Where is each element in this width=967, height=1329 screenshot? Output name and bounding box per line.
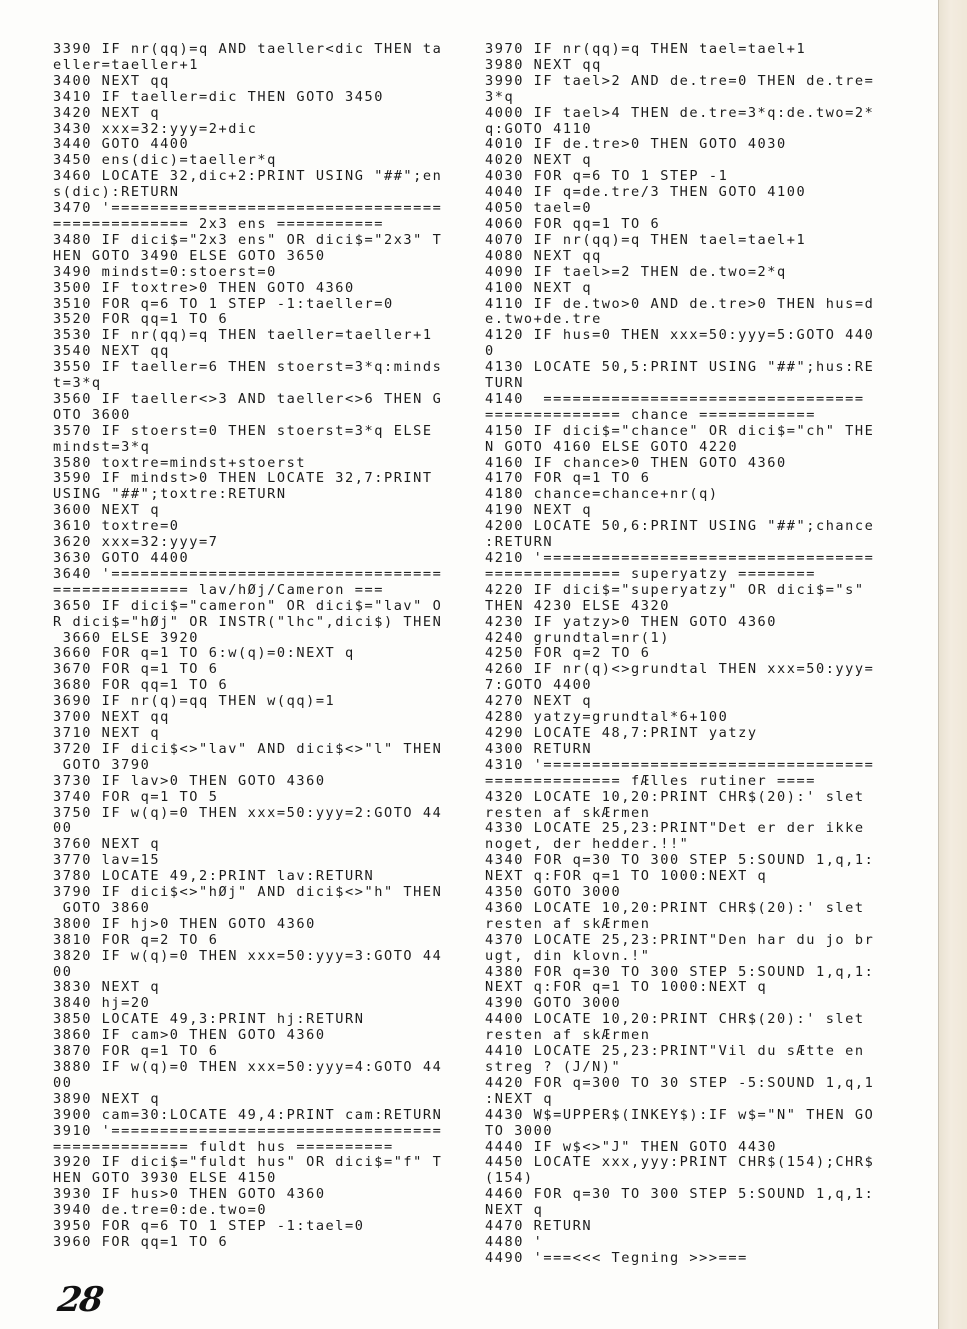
code-line: 4170 FOR q=1 TO 6	[485, 470, 651, 487]
code-line: 3940 de.tre=0:de.two=0	[53, 1202, 268, 1219]
code-line: 3520 FOR qq=1 TO 6	[53, 311, 229, 328]
code-line: 3570 IF stoerst=0 THEN stoerst=3*q ELSE	[53, 422, 433, 439]
code-line: 3440 GOTO 4400	[53, 136, 190, 153]
code-line: 3830 NEXT q	[53, 979, 161, 996]
code-line: 3800 IF hj>0 THEN GOTO 4360	[53, 915, 316, 932]
code-line: 4460 FOR q=30 TO 300 STEP 5:SOUND 1,q,1:	[485, 1186, 875, 1203]
code-line: 3850 LOCATE 49,3:PRINT hj:RETURN	[53, 1011, 365, 1028]
code-line: 4470 RETURN	[485, 1218, 593, 1235]
code-line: 4210 '==================================	[485, 550, 875, 566]
code-line: 3820 IF w(q)=0 THEN xxx=50:yyy=3:GOTO 44	[53, 947, 443, 964]
code-line: 4450 LOCATE xxx,yyy:PRINT CHR$(154);CHR$	[485, 1154, 875, 1171]
code-line: 4150 IF dici$="chance" OR dici$="ch" THE	[485, 422, 875, 439]
code-line: 3960 FOR qq=1 TO 6	[53, 1233, 229, 1250]
code-line: 3590 IF mindst>0 THEN LOCATE 32,7:PRINT	[53, 470, 433, 487]
code-line: 3630 GOTO 4400	[53, 550, 190, 566]
code-line: 4350 GOTO 3000	[485, 884, 622, 901]
code-line: 4310 '==================================	[485, 756, 875, 773]
code-line: 4410 LOCATE 25,23:PRINT"Vil du sÆtte en	[485, 1043, 865, 1060]
code-line: 3930 IF hus>0 THEN GOTO 4360	[53, 1186, 326, 1203]
code-line: HEN GOTO 3930 ELSE 4150	[53, 1170, 277, 1187]
code-line: 3880 IF w(q)=0 THEN xxx=50:yyy=4:GOTO 44	[53, 1059, 443, 1075]
code-line: 3480 IF dici$="2x3 ens" OR dici$="2x3" T	[53, 231, 443, 248]
code-line: NEXT q:FOR q=1 TO 1000:NEXT q	[485, 868, 768, 885]
code-line: eller=taeller+1	[53, 56, 200, 73]
code-line: 4070 IF nr(qq)=q THEN tael=tael+1	[485, 231, 807, 248]
code-line: 3510 FOR q=6 TO 1 STEP -1:taeller=0	[53, 295, 394, 312]
code-line: 3720 IF dici$<>"lav" AND dici$<>"l" THEN	[53, 740, 443, 757]
code-line: 3580 toxtre=mindst+stoerst	[53, 454, 307, 471]
code-line: GOTO 3860	[53, 899, 151, 916]
code-line: :RETURN	[485, 534, 554, 551]
code-line: 4000 IF tael>4 THEN de.tre=3*q:de.two=2*	[485, 104, 875, 121]
code-line: 4280 yatzy=grundtal*6+100	[485, 709, 729, 726]
code-line: 3650 IF dici$="cameron" OR dici$="lav" O	[53, 597, 443, 614]
code-line: 4120 IF hus=0 THEN xxx=50:yyy=5:GOTO 440	[485, 327, 875, 344]
code-line: 4480 '	[485, 1233, 544, 1250]
code-line: 3970 IF nr(qq)=q THEN tael=tael+1	[485, 41, 807, 57]
code-line: 3490 mindst=0:stoerst=0	[53, 263, 277, 280]
code-line: 4230 IF yatzy>0 THEN GOTO 4360	[485, 613, 778, 630]
code-line: 3760 NEXT q	[53, 836, 161, 853]
code-line: 4390 GOTO 3000	[485, 995, 622, 1012]
code-line: q:GOTO 4110	[485, 120, 593, 137]
code-line: 3400 NEXT qq	[53, 72, 170, 89]
code-line: e.two+de.tre	[485, 311, 602, 328]
code-line: 00	[53, 963, 73, 980]
code-line: 4030 FOR q=6 TO 1 STEP -1	[485, 168, 729, 185]
code-line: resten af skÆrmen	[485, 1027, 651, 1044]
code-line: 3610 toxtre=0	[53, 518, 180, 535]
code-line: THEN 4230 ELSE 4320	[485, 597, 670, 614]
code-line: 3920 IF dici$="fuldt hus" OR dici$="f" T	[53, 1154, 443, 1171]
code-line: 3730 IF lav>0 THEN GOTO 4360	[53, 772, 326, 789]
code-line: 3450 ens(dic)=taeller*q	[53, 152, 277, 169]
code-line: ugt, din klovn.!"	[485, 947, 651, 964]
code-line: mindst=3*q	[53, 438, 151, 455]
code-line: 3530 IF nr(qq)=q THEN taeller=taeller+1	[53, 327, 433, 344]
code-line: resten af skÆrmen	[485, 804, 651, 821]
code-line: 4080 NEXT qq	[485, 247, 602, 264]
code-line: 3750 IF w(q)=0 THEN xxx=50:yyy=2:GOTO 44	[53, 804, 443, 821]
code-line: 3600 NEXT q	[53, 502, 161, 519]
code-line: TURN	[485, 375, 524, 392]
code-line: ============== chance ============	[485, 406, 816, 423]
code-line: 4180 chance=chance+nr(q)	[485, 486, 719, 503]
code-line: R dici$="hØj" OR INSTR("lhc",dici$) THEN	[53, 613, 443, 630]
code-line: 3680 FOR qq=1 TO 6	[53, 677, 229, 694]
code-line: NEXT q	[485, 1202, 544, 1219]
code-line: 4050 tael=0	[485, 200, 593, 217]
code-line: ============== superyatzy ========	[485, 565, 816, 582]
code-line: 3470 '==================================	[53, 200, 443, 217]
code-line: 4320 LOCATE 10,20:PRINT CHR$(20):' slet	[485, 788, 865, 805]
code-line: 3990 IF tael>2 AND de.tre=0 THEN de.tre=	[485, 72, 875, 89]
code-line: 3900 cam=30:LOCATE 49,4:PRINT cam:RETURN	[53, 1106, 443, 1123]
code-line: HEN GOTO 3490 ELSE GOTO 3650	[53, 247, 326, 264]
code-line: 4110 IF de.two>0 AND de.tre>0 THEN hus=d	[485, 295, 875, 312]
code-line: 3790 IF dici$<>"hØj" AND dici$<>"h" THEN	[53, 884, 443, 901]
code-line: 4490 '===<<< Tegning >>>===	[485, 1249, 748, 1266]
code-line: 4220 IF dici$="superyatzy" OR dici$="s"	[485, 581, 865, 598]
code-line: 3410 IF taeller=dic THEN GOTO 3450	[53, 88, 384, 105]
code-line: 7:GOTO 4400	[485, 677, 593, 694]
code-line: 4400 LOCATE 10,20:PRINT CHR$(20):' slet	[485, 1011, 865, 1028]
code-line: 3*q	[485, 88, 515, 105]
code-line: 3780 LOCATE 49,2:PRINT lav:RETURN	[53, 868, 375, 885]
code-line: 4440 IF w$<>"J" THEN GOTO 4430	[485, 1138, 778, 1155]
code-line: resten af skÆrmen	[485, 915, 651, 932]
code-line: 4020 NEXT q	[485, 152, 593, 169]
code-line: 00	[53, 820, 73, 837]
code-line: s(dic):RETURN	[53, 184, 180, 201]
code-line: 4100 NEXT q	[485, 279, 593, 296]
code-line: 3870 FOR q=1 TO 6	[53, 1043, 219, 1060]
code-line: 3460 LOCATE 32,dic+2:PRINT USING "##";en	[53, 168, 443, 185]
code-line: 4010 IF de.tre>0 THEN GOTO 4030	[485, 136, 787, 153]
page-edge	[938, 0, 967, 1329]
code-line: 4040 IF q=de.tre/3 THEN GOTO 4100	[485, 184, 807, 201]
code-line: 3430 xxx=32:yyy=2+dic	[53, 120, 258, 137]
code-line: TO 3000	[485, 1122, 554, 1139]
code-line: 3810 FOR q=2 TO 6	[53, 931, 219, 948]
code-line: ============== fÆlles rutiner ====	[485, 772, 816, 789]
code-line: 4130 LOCATE 50,5:PRINT USING "##";hus:RE	[485, 359, 875, 376]
code-line: 3840 hj=20	[53, 995, 151, 1012]
listing-right-column	[485, 42, 874, 1267]
code-line: N GOTO 4160 ELSE GOTO 4220	[485, 438, 739, 455]
code-line: t=3*q	[53, 375, 102, 392]
code-line: NEXT q:FOR q=1 TO 1000:NEXT q	[485, 979, 768, 996]
code-line: 3640 '==================================	[53, 565, 443, 582]
code-line: 4260 IF nr(q)<>grundtal THEN xxx=50:yyy=	[485, 661, 875, 678]
code-line: 4300 RETURN	[485, 740, 593, 757]
code-line: 3550 IF taeller=6 THEN stoerst=3*q:minds	[53, 359, 443, 376]
code-line: 4270 NEXT q	[485, 693, 593, 710]
code-line: 3620 xxx=32:yyy=7	[53, 534, 219, 551]
code-line: 4250 FOR q=2 TO 6	[485, 645, 651, 662]
code-line: 3860 IF cam>0 THEN GOTO 4360	[53, 1027, 326, 1044]
code-line: 3500 IF toxtre>0 THEN GOTO 4360	[53, 279, 355, 296]
code-line: 3980 NEXT qq	[485, 56, 602, 73]
code-line: streg ? (J/N)"	[485, 1059, 622, 1075]
code-line: noget, der hedder.!!"	[485, 836, 690, 853]
page-number: 28	[55, 1280, 105, 1320]
listing-left-column	[53, 42, 442, 1251]
code-line: 00	[53, 1074, 73, 1091]
code-line: 4330 LOCATE 25,23:PRINT"Det er der ikke	[485, 820, 865, 837]
code-line: 4380 FOR q=30 TO 300 STEP 5:SOUND 1,q,1:	[485, 963, 875, 980]
code-line: 3950 FOR q=6 TO 1 STEP -1:tael=0	[53, 1218, 365, 1235]
code-line: GOTO 3790	[53, 756, 151, 773]
code-line: 3690 IF nr(q)=qq THEN w(qq)=1	[53, 693, 336, 710]
code-line: 3910 '==================================	[53, 1122, 443, 1139]
code-line: 4200 LOCATE 50,6:PRINT USING "##";chance	[485, 518, 875, 535]
code-line: 4160 IF chance>0 THEN GOTO 4360	[485, 454, 787, 471]
code-line: 0	[485, 343, 495, 360]
code-line: USING "##";toxtre:RETURN	[53, 486, 287, 503]
code-line: (154)	[485, 1170, 534, 1187]
code-line: 4370 LOCATE 25,23:PRINT"Den har du jo br	[485, 931, 875, 948]
code-line: 3660 FOR q=1 TO 6:w(q)=0:NEXT q	[53, 645, 355, 662]
code-line: 3390 IF nr(qq)=q AND taeller<dic THEN ta	[53, 41, 443, 57]
code-line: 4240 grundtal=nr(1)	[485, 629, 670, 646]
code-line: 4290 LOCATE 48,7:PRINT yatzy	[485, 724, 758, 741]
code-line: 4430 W$=UPPER$(INKEY$):IF w$="N" THEN GO	[485, 1106, 875, 1123]
code-line: 4420 FOR q=300 TO 30 STEP -5:SOUND 1,q,1	[485, 1074, 875, 1091]
code-line: 3660 ELSE 3920	[53, 629, 200, 646]
code-line: 3700 NEXT qq	[53, 709, 170, 726]
code-line: ============== fuldt hus ==========	[53, 1138, 394, 1155]
code-line: 3540 NEXT qq	[53, 343, 170, 360]
code-line: 3890 NEXT q	[53, 1090, 161, 1107]
code-line: 4360 LOCATE 10,20:PRINT CHR$(20):' slet	[485, 899, 865, 916]
code-line: 4340 FOR q=30 TO 300 STEP 5:SOUND 1,q,1:	[485, 852, 875, 869]
code-line: :NEXT q	[485, 1090, 554, 1107]
code-line: 3670 FOR q=1 TO 6	[53, 661, 219, 678]
code-line: 3770 lav=15	[53, 852, 161, 869]
code-line: 4140 =================================	[485, 390, 865, 407]
code-line: 3710 NEXT q	[53, 724, 161, 741]
code-line: 3420 NEXT q	[53, 104, 161, 121]
code-line: ============== lav/hØj/Cameron ===	[53, 581, 384, 598]
code-line: ============== 2x3 ens ===========	[53, 215, 384, 232]
code-line: OTO 3600	[53, 406, 131, 423]
code-line: 4060 FOR qq=1 TO 6	[485, 215, 661, 232]
code-line: 4090 IF tael>=2 THEN de.two=2*q	[485, 263, 787, 280]
code-line: 3560 IF taeller<>3 AND taeller<>6 THEN G	[53, 390, 443, 407]
code-line: 4190 NEXT q	[485, 502, 593, 519]
code-line: 3740 FOR q=1 TO 5	[53, 788, 219, 805]
